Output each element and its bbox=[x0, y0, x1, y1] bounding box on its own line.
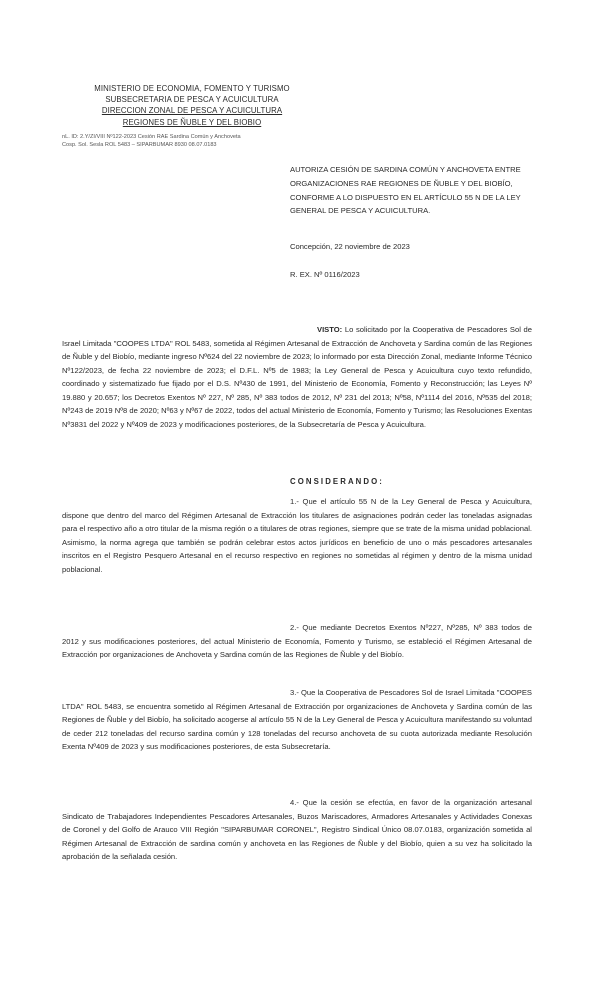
directorate-name: DIRECCION ZONAL DE PESCA Y ACUICULTURA bbox=[101, 106, 283, 116]
regions-name: REGIONES DE ÑUBLE Y DEL BIOBIO bbox=[122, 117, 262, 127]
resolution-number: R. EX. Nº 0116/2023 bbox=[290, 270, 360, 279]
subsecretary-name: SUBSECRETARIA DE PESCA Y ACUICULTURA bbox=[105, 95, 279, 105]
considerando-1 bbox=[62, 495, 532, 576]
place-date: Concepción, 22 noviembre de 2023 bbox=[290, 242, 410, 251]
considerando-1-text: 1.- Que el artículo 55 N de la Ley General de Pesca y Acuicultura, dispone que dentro del marco del Régimen Artesanal de Extracción los titulares de asignaciones podrán ceder las toneladas asignadas para el respectivo año a otro titular de la misma región o a titulares de otras regiones, siempre que se trate de la misma unidad poblacional. Asimismo, la norma agrega que también se podrán celebrar estos actos jurídicos en beneficio de uno o más pescadores artesanales inscritos en el Registro Pesquero Artesanal en el recurso respectivo en regiones no sometidas al régimen y dentro de la misma unidad poblacional. bbox=[62, 497, 532, 574]
reference-line-2: Cosp. Sol. Sesla ROL 5483 – SIPARBUMAR 8930 08.07.0183 bbox=[62, 142, 217, 149]
reference-line-1: nL. ID: 2.Y/ZI/VIII Nº122-2023 Cesión RAE Sardina Común y Anchoveta bbox=[62, 134, 241, 140]
considerando-2-text: 2.- Que mediante Decretos Exentos Nº227, Nº285, Nº 383 todos de 2012 y sus modificaciones posteriores, del actual Ministerio de Economía, Fomento y Turismo, se estableció el Régimen Artesanal de Extracción por organizaciones de Anchoveta y Sardina común de las Regiones de Ñuble y del Biobío. bbox=[62, 623, 532, 659]
considerando-3-text: 3.- Que la Cooperativa de Pescadores Sol de Israel Limitada "COOPES LTDA" ROL 5483, se encuentra sometido al Régimen Artesanal de Extracción por organizaciones de Anchoveta y Sardina común de las Regiones de Ñuble y del Biobío, ha solicitado acogerse al artículo 55 N de la Ley General de Pesca y Acuicultura manifestando su voluntad de ceder 212 toneladas del recurso sardina común y 128 toneladas del recurso anchoveta de su cuota autorizada mediante Resolución Exenta Nº409 de 2023 y sus modificaciones posteriores, de esta Subsecretaría. bbox=[62, 688, 532, 751]
reference-lines bbox=[62, 133, 241, 150]
letterhead bbox=[72, 83, 312, 128]
visto-section bbox=[62, 323, 532, 431]
considerando-4-text: 4.- Que la cesión se efectúa, en favor de la organización artesanal Sindicato de Trabajadores Independientes Pescadores Artesanales, Buzos Mariscadores, Armadores Artesanales y Actividades Conexas de Coronel y del Golfo de Arauco VIII Región "SIPARBUMAR CORONEL", Registro Sindical Único 08.07.0183, organización sometida al Régimen Artesanal de Extracción de sardina común y anchoveta en las Regiones de Ñuble y del Biobío, quien a su vez ha solicitado la aprobación de la señalada cesión. bbox=[62, 798, 532, 861]
visto-label: VISTO: bbox=[317, 325, 343, 334]
considerando-4 bbox=[62, 796, 532, 864]
ministry-name: MINISTERIO DE ECONOMIA, FOMENTO Y TURISMO bbox=[94, 84, 290, 93]
visto-text: Lo solicitado por la Cooperativa de Pescadores Sol de Israel Limitada "COOPES LTDA" ROL 5483, sometida al Régimen Artesanal de Extracción de Anchoveta y Sardina común de las Regiones de Ñuble y del Biobío, mediante ingreso Nº624 del 22 noviembre de 2023; lo informado por esta Dirección Zonal, mediante Informe Técnico Nº122/2023, de fecha 22 noviembre de 2023; el D.F.L. Nº5 de 1983; la Ley General de Pesca y Acuicultura cuyo texto refundido, coordinado y sistematizado fue fijado por el D.S. Nº430 de 1991, del Ministerio de Economía, Fomento y Reconstrucción; las Leyes Nº 19.880 y 20.657; los Decretos Exentos Nº 227, Nº 285, Nº 383 todos de 2012, Nº 231 del 2013; Nº58, Nº1114 del 2016, Nº535 del 2018; Nº243 de 2019 Nº8 de 2020; Nº63 y Nº67 de 2022, todos del actual Ministerio de Economía, Fomento y Turismo; las Resoluciones Exentas Nº3831 del 2022 y Nº409 de 2023 y modificaciones posteriores, de la Subsecretaría de Pesca y Acuicultura. bbox=[62, 325, 532, 429]
resolution-subject: AUTORIZA CESIÓN DE SARDINA COMÚN Y ANCHOVETA ENTRE ORGANIZACIONES RAE REGIONES DE ÑUBLE Y DEL BIOBÍO, CONFORME A LO DISPUESTO EN EL ARTÍCULO 55 N DE LA LEY GENERAL DE PESCA Y ACUICULTURA. bbox=[290, 165, 521, 216]
considerando-3 bbox=[62, 686, 532, 754]
considerando-2 bbox=[62, 621, 532, 662]
considerando-title: CONSIDERANDO: bbox=[290, 477, 385, 486]
